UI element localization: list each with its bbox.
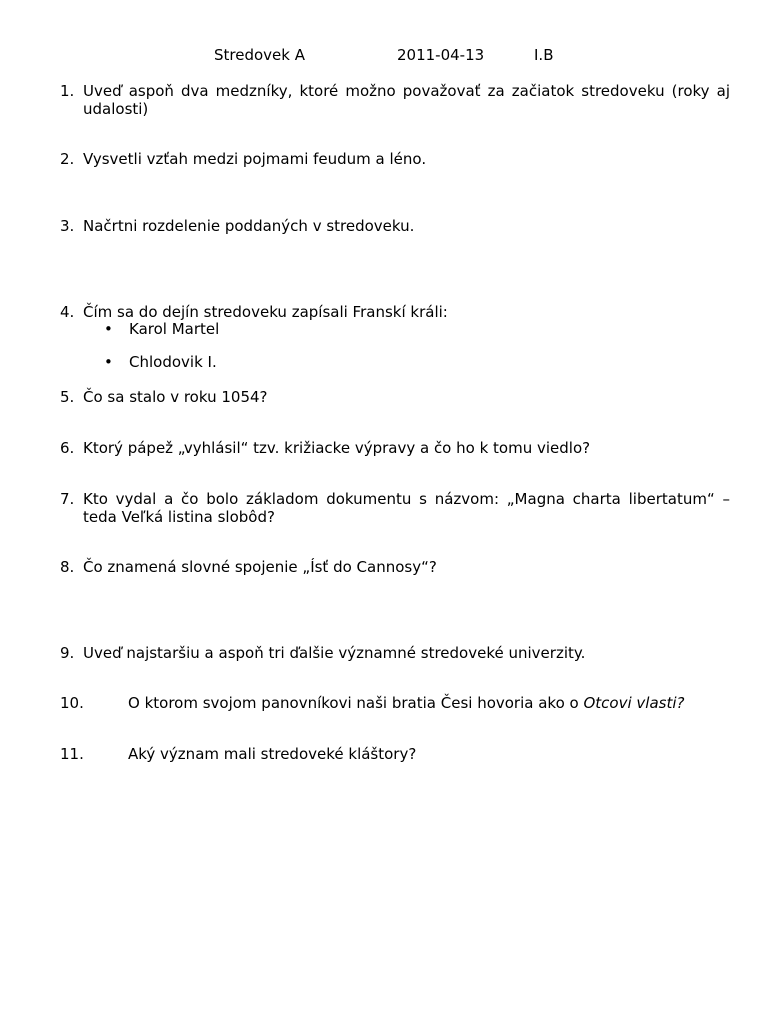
question-text: Uveď najstaršiu a aspoň tri ďalšie významné stredoveké univerzity. (83, 644, 586, 662)
question-3 (60, 217, 730, 235)
question-number: 3. (60, 217, 75, 235)
question-text: Aký význam mali stredoveké kláštory? (128, 745, 417, 763)
question-8 (60, 558, 730, 576)
question-1 (60, 82, 730, 118)
bullet-icon: • (104, 353, 113, 371)
question-text-main: O ktorom svojom panovníkovi naši bratia Česi hovoria ako o (128, 694, 584, 712)
question-number: 9. (60, 644, 75, 662)
question-11 (60, 745, 730, 763)
question-number: 6. (60, 439, 75, 457)
question-text: Načrtni rozdelenie poddaných v stredoveku. (83, 217, 415, 235)
question-text: Kto vydal a čo bolo základom dokumentu s názvom: „Magna charta libertatum“ – teda Veľká listina slobôd? (83, 490, 730, 526)
bullet-icon: • (104, 320, 113, 338)
question-number: 2. (60, 150, 75, 168)
question-7 (60, 490, 730, 526)
question-text: Čím sa do dejín stredoveku zapísali Franskí králi: (83, 303, 448, 321)
document-class: I.B (534, 46, 554, 64)
question-text-italic: Otcovi vlasti? (583, 694, 685, 712)
question-text: Ktorý pápež „vyhlásil“ tzv. križiacke výpravy a čo ho k tomu viedlo? (83, 439, 591, 457)
question-text: Čo sa stalo v roku 1054? (83, 388, 268, 406)
document-title: Stredovek A (214, 46, 305, 64)
question-9 (60, 644, 730, 662)
question-5 (60, 388, 730, 406)
list-item-label: Chlodovik I. (129, 353, 217, 371)
question-text (128, 694, 730, 712)
document-date: 2011-04-13 (397, 46, 485, 64)
question-number: 8. (60, 558, 75, 576)
list-item-label: Karol Martel (129, 320, 220, 338)
list-item (104, 320, 219, 338)
question-4 (60, 303, 730, 321)
question-text: Uveď aspoň dva medzníky, ktoré možno považovať za začiatok stredoveku (roky aj udalosti) (83, 82, 730, 118)
question-number: 5. (60, 388, 75, 406)
question-2 (60, 150, 730, 168)
question-10 (60, 694, 730, 712)
question-number: 1. (60, 82, 75, 100)
question-text: Vysvetli vzťah medzi pojmami feudum a léno. (83, 150, 427, 168)
question-number: 4. (60, 303, 75, 321)
question-6 (60, 439, 730, 457)
list-item (104, 353, 217, 371)
question-text: Čo znamená slovné spojenie „Ísť do Cannosy“? (83, 558, 437, 576)
question-number: 11. (60, 745, 84, 763)
question-number: 10. (60, 694, 84, 712)
question-number: 7. (60, 490, 75, 508)
